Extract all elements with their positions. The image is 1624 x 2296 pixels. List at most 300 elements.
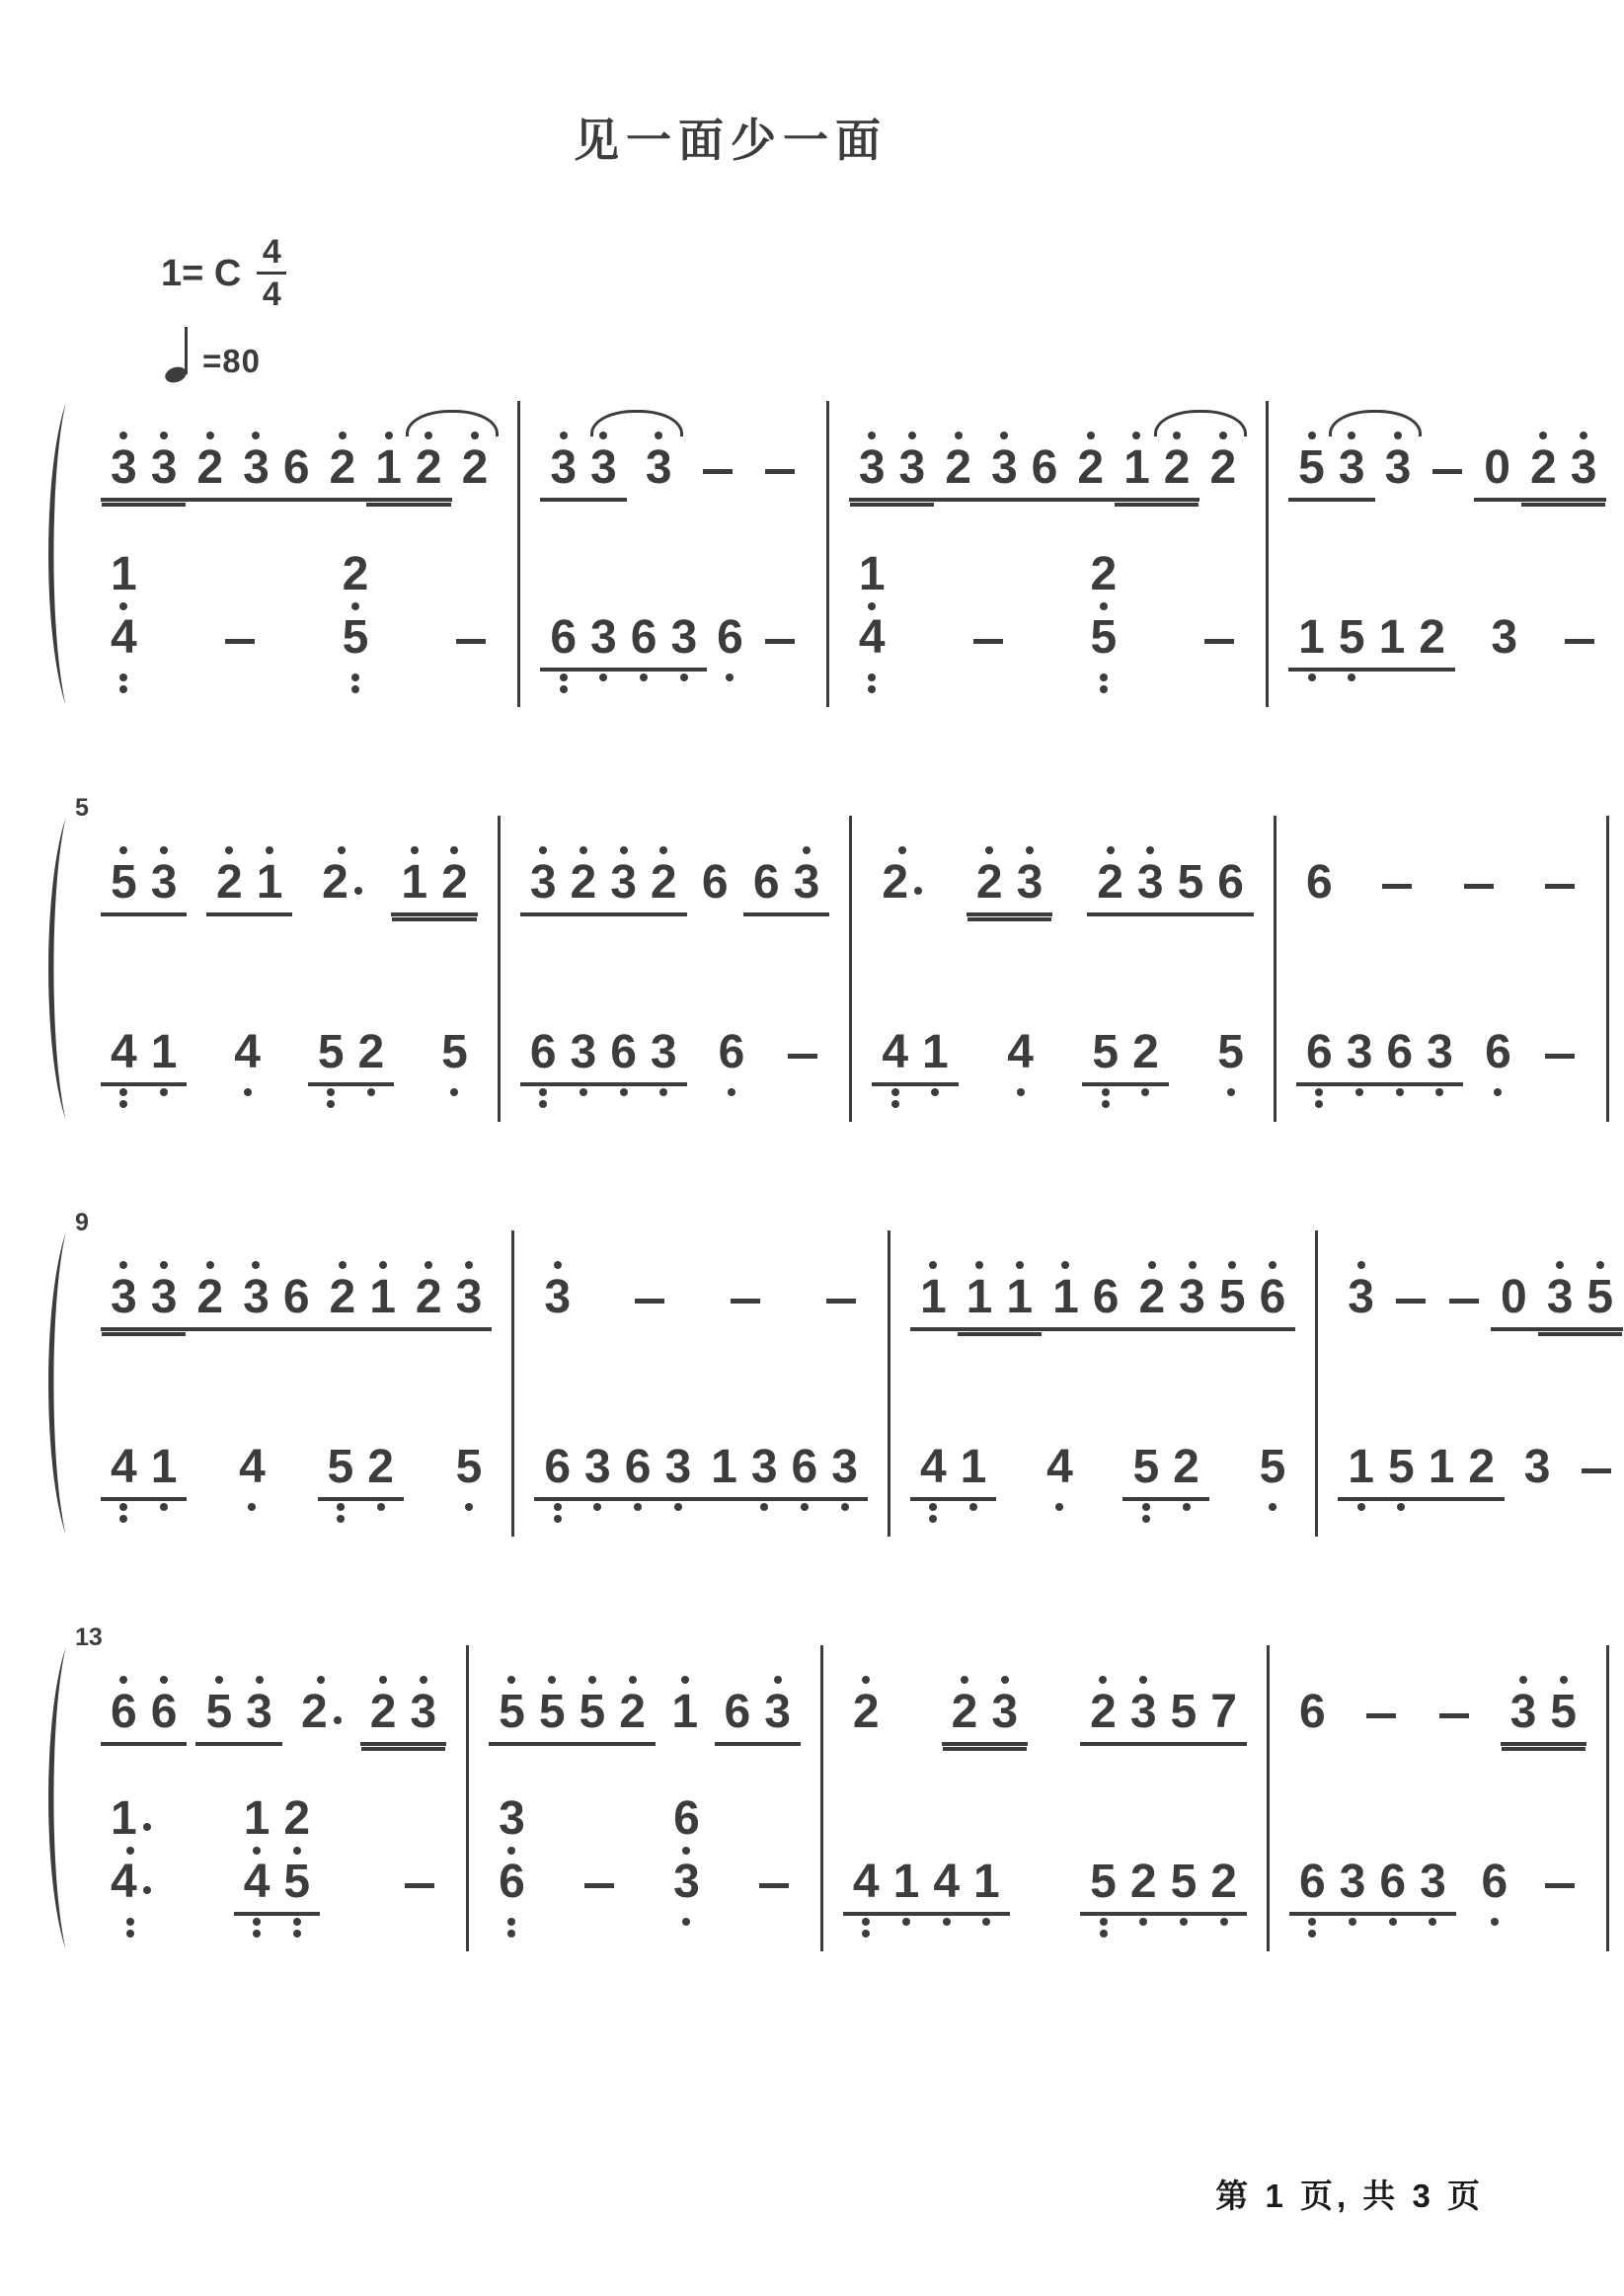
bass-line — [829, 1841, 1261, 1916]
dash-bar — [405, 1883, 434, 1888]
octave-dot — [160, 432, 168, 439]
note — [227, 1011, 268, 1076]
note-number: 5 — [1177, 856, 1204, 909]
octave-dot — [377, 1503, 385, 1511]
note-number: 3 — [455, 1271, 483, 1323]
song-title: 见一面少一面 — [574, 116, 888, 166]
note — [1090, 841, 1130, 907]
note-number: 3 — [1346, 1026, 1373, 1078]
beat-chunk — [489, 1778, 535, 1916]
bass-line — [87, 533, 511, 672]
note-number: 3 — [610, 856, 637, 909]
note-number: 3 — [590, 611, 617, 664]
note-number: 5 — [1170, 1856, 1198, 1908]
octave-dot — [420, 1676, 427, 1684]
octave-dot — [507, 1847, 515, 1855]
note-number: 3 — [150, 441, 178, 494]
tempo-marking — [165, 327, 286, 384]
octave-dot — [119, 1100, 127, 1108]
beat-chunk — [1375, 427, 1422, 502]
note — [887, 1841, 927, 1906]
note-group — [1338, 1426, 1505, 1501]
note-group — [101, 1778, 161, 1916]
beat-chunk — [623, 1261, 676, 1331]
note-number: 3 — [750, 1441, 778, 1493]
octave-dot — [338, 846, 346, 854]
note-number: 2 — [975, 856, 1003, 909]
dash-bar — [731, 1299, 760, 1304]
note-number: 3 — [590, 441, 617, 494]
note — [1117, 427, 1157, 492]
note-group — [1128, 1256, 1295, 1331]
note-group — [1037, 1426, 1083, 1501]
beat-chunk — [1437, 1261, 1491, 1331]
beat-chunk — [534, 1426, 701, 1501]
note-group — [431, 1011, 478, 1086]
note — [564, 841, 604, 907]
octave-dot — [1189, 1261, 1197, 1269]
note-group — [743, 841, 829, 916]
measure — [852, 812, 1274, 1126]
note — [434, 1011, 475, 1076]
note — [190, 1256, 230, 1321]
note-group — [942, 1671, 1028, 1746]
beat-chunk — [101, 1256, 233, 1331]
beat-chunk — [962, 601, 1015, 672]
note-group — [872, 1011, 958, 1086]
note-number: 5 — [1387, 1441, 1415, 1493]
note — [583, 596, 624, 662]
octave-dot — [1107, 846, 1115, 854]
note — [1291, 596, 1332, 662]
beat-chunk — [1037, 1426, 1083, 1501]
octave-dot — [969, 1503, 977, 1511]
beat-chunk — [431, 1011, 478, 1086]
note-number: 6 — [499, 1856, 525, 1908]
note-group — [1437, 1261, 1491, 1331]
key-tempo-block — [161, 235, 286, 384]
note — [492, 1671, 532, 1736]
octave-dot — [1099, 1676, 1107, 1684]
note — [1333, 1841, 1373, 1906]
duration-dash — [756, 432, 804, 492]
beat-chunk — [1067, 427, 1199, 502]
note — [394, 841, 434, 907]
note-number: 2 — [461, 441, 489, 494]
dash-bar — [765, 639, 795, 644]
melody-line — [858, 841, 1268, 916]
octave-dot — [252, 432, 260, 439]
beat-chunk — [1296, 841, 1343, 916]
chord-note — [852, 533, 892, 662]
octave-dot — [160, 1503, 168, 1511]
note — [1292, 1671, 1333, 1736]
duration-dash — [626, 1261, 673, 1321]
key-signature — [161, 235, 286, 311]
beat-chunk — [101, 427, 233, 502]
beat-chunk — [1481, 596, 1527, 672]
octave-dot — [119, 1503, 127, 1511]
note-group — [1199, 427, 1246, 502]
beat-chunk — [234, 1778, 320, 1916]
note-number: 2 — [415, 1271, 442, 1323]
dash-bar — [973, 639, 1003, 644]
note — [1299, 841, 1340, 907]
note — [1083, 1671, 1123, 1736]
note-number: 3 — [1339, 1856, 1366, 1908]
octave-dot — [674, 1503, 682, 1511]
beat-chunk — [1533, 1016, 1586, 1086]
dash-bar — [1449, 1299, 1479, 1304]
octave-dot — [841, 1503, 849, 1511]
note — [1517, 1426, 1558, 1491]
note-number: 2 — [196, 441, 224, 494]
note-group — [753, 601, 807, 672]
note — [523, 841, 564, 907]
octave-dot — [1315, 1100, 1323, 1108]
note — [144, 1256, 185, 1321]
note — [190, 427, 230, 492]
note — [915, 1011, 956, 1076]
duration-dash — [447, 601, 495, 662]
note-group — [707, 596, 753, 672]
beat-chunk — [318, 1426, 404, 1501]
note-group — [573, 1846, 626, 1916]
measure — [81, 812, 498, 1126]
note-group — [935, 427, 981, 502]
beat-chunk — [1452, 846, 1506, 916]
duration-dash — [965, 601, 1012, 662]
note-group — [910, 1256, 957, 1331]
beat-chunk — [101, 1671, 187, 1746]
octave-dot — [599, 673, 607, 681]
duration-dash — [1455, 846, 1503, 907]
note-number: 1 — [919, 1271, 947, 1323]
note — [236, 427, 276, 492]
note-group — [1296, 1011, 1463, 1086]
note — [1378, 427, 1419, 492]
note-number: 1 — [401, 856, 428, 909]
note-number: 4 — [852, 1856, 880, 1908]
note-group — [101, 1671, 187, 1746]
note-group — [101, 427, 187, 502]
octave-dot — [293, 1847, 301, 1855]
note-group — [234, 1778, 320, 1916]
octave-dot — [548, 1676, 556, 1684]
note-number: 6 — [111, 1686, 137, 1738]
note-number: 3 — [529, 856, 557, 909]
note-number: 5 — [579, 1686, 606, 1738]
note-number: 4 — [1007, 1026, 1034, 1078]
note-number: 1 — [375, 441, 402, 494]
beat-chunk — [1421, 432, 1474, 502]
octave-dot — [293, 1918, 301, 1926]
note — [1123, 1841, 1164, 1906]
note-group — [101, 841, 187, 916]
beat-chunk — [1128, 1256, 1295, 1331]
note — [1412, 596, 1452, 662]
octave-dot — [1000, 432, 1008, 439]
dash-bar — [826, 1299, 856, 1304]
note-number: 6 — [1485, 1026, 1511, 1078]
octave-dot — [982, 1918, 990, 1926]
octave-dot — [119, 432, 127, 439]
note-number: 2 — [570, 856, 597, 909]
beat-chunk — [101, 1778, 161, 1916]
beat-chunk — [843, 1671, 889, 1746]
note-number: 5 — [283, 1856, 311, 1908]
note-group — [1338, 1256, 1384, 1331]
note — [455, 427, 496, 492]
note-number: 6 — [529, 1026, 557, 1078]
note-number: 4 — [111, 1441, 137, 1493]
octave-dot — [801, 1503, 809, 1511]
note — [1210, 841, 1251, 907]
beat-chunk — [1501, 1671, 1586, 1746]
note-number: 6 — [624, 1441, 652, 1493]
octave-dot — [1357, 1503, 1365, 1511]
note-number: 2 — [329, 441, 356, 494]
note — [1372, 596, 1413, 662]
note — [846, 1841, 887, 1906]
octave-dot — [1596, 1261, 1604, 1269]
melody-line — [1324, 1256, 1624, 1331]
duration-dash — [1536, 1016, 1584, 1076]
note — [351, 1011, 392, 1076]
beat-chunk — [814, 1261, 868, 1331]
note-group — [1207, 1011, 1254, 1086]
note-number: 6 — [610, 1026, 637, 1078]
octave-dot — [126, 1847, 134, 1855]
note — [434, 841, 475, 907]
note — [1203, 1841, 1244, 1906]
note — [1291, 427, 1332, 492]
beat-chunk — [1199, 427, 1246, 502]
note-number: 2 — [852, 1686, 880, 1738]
beat-chunk — [320, 427, 452, 502]
note-group — [1043, 1256, 1128, 1331]
note — [644, 1011, 684, 1076]
note-group — [981, 427, 1067, 502]
note-number: 3 — [1016, 856, 1044, 909]
note-number: 2 — [945, 441, 971, 494]
octave-dot — [1061, 1261, 1069, 1269]
note-group — [1370, 846, 1424, 916]
note-group — [1082, 1011, 1168, 1086]
note-number: 4 — [1046, 1441, 1073, 1493]
beat-chunk — [101, 533, 147, 672]
note — [1000, 1011, 1041, 1076]
note — [368, 427, 409, 492]
octave-dot — [634, 1503, 642, 1511]
octave-dot — [1227, 1088, 1235, 1096]
octave-dot — [1139, 1918, 1147, 1926]
note — [1484, 596, 1524, 662]
octave-dot — [593, 1503, 601, 1511]
octave-dot — [862, 1676, 870, 1684]
note — [710, 596, 750, 662]
melody-line — [87, 427, 511, 502]
octave-dot — [119, 673, 127, 681]
beat-chunk — [101, 841, 187, 916]
octave-dot — [929, 1503, 937, 1511]
octave-dot — [868, 432, 876, 439]
note-number: 2 — [1077, 441, 1105, 494]
octave-dot — [908, 432, 916, 439]
note-number: 6 — [1298, 1856, 1326, 1908]
octave-dot — [580, 846, 587, 854]
melody-line — [1276, 1671, 1600, 1746]
melody-line — [1275, 427, 1620, 502]
augmentation-dot — [354, 887, 362, 895]
octave-dot — [119, 1515, 127, 1523]
note — [1540, 1256, 1581, 1321]
octave-dot — [862, 1918, 870, 1926]
melody-line — [526, 427, 820, 502]
beat-chunk — [1370, 846, 1424, 916]
beat-chunk — [1193, 601, 1246, 672]
note — [1504, 1671, 1544, 1736]
note-group — [1474, 427, 1520, 502]
octave-dot — [659, 1088, 667, 1096]
note-number: 2 — [329, 1271, 356, 1323]
note-group — [1421, 432, 1474, 502]
grand-staff-brace — [30, 397, 81, 711]
note-number: 4 — [111, 1856, 137, 1908]
note-group — [997, 1011, 1044, 1086]
note-number: 3 — [1570, 441, 1597, 494]
note-group — [1087, 841, 1254, 916]
note — [543, 596, 583, 662]
dash-bar — [788, 1054, 817, 1059]
measure — [520, 397, 826, 711]
note-group — [1288, 427, 1374, 502]
note-number: 5 — [1218, 1271, 1246, 1323]
note — [144, 1011, 185, 1076]
note-group — [1570, 1431, 1623, 1501]
bass-line — [526, 596, 820, 672]
beat-chunk — [747, 1846, 801, 1916]
note-number: 5 — [1132, 1441, 1160, 1493]
note-number: 3 — [111, 1271, 137, 1323]
octave-dot — [160, 846, 168, 854]
note — [1130, 841, 1171, 907]
bass-line — [87, 1426, 505, 1501]
note-group — [747, 1846, 801, 1916]
note-group — [910, 1426, 996, 1501]
note-group — [1553, 601, 1606, 672]
melody-line — [520, 1256, 882, 1331]
octave-dot — [160, 1676, 168, 1684]
beat-chunk — [715, 1671, 801, 1746]
octave-dot — [1228, 1261, 1236, 1269]
note-group — [312, 841, 372, 916]
octave-dot — [339, 1261, 347, 1269]
note-group — [187, 427, 233, 502]
chord-note — [276, 1778, 317, 1906]
octave-dot — [1389, 1918, 1397, 1926]
note-group — [1067, 427, 1114, 502]
note — [1010, 841, 1050, 907]
beat-chunk — [1043, 1256, 1128, 1331]
octave-dot — [1146, 846, 1154, 854]
time-signature-lower: 4 — [262, 276, 281, 313]
octave-dot — [1100, 602, 1108, 610]
note — [239, 1671, 279, 1736]
octave-dot — [327, 1100, 335, 1108]
beat-chunk — [1491, 1256, 1623, 1331]
note — [564, 1011, 604, 1076]
note — [657, 1426, 698, 1491]
melody-line — [87, 1256, 505, 1331]
note — [1164, 1671, 1204, 1736]
note-group — [967, 841, 1052, 916]
octave-dot — [1102, 1100, 1110, 1108]
beat-chunk — [1289, 1841, 1456, 1916]
octave-dot — [1560, 1676, 1568, 1684]
note — [846, 1671, 887, 1736]
note — [573, 1671, 613, 1736]
note — [1131, 1256, 1172, 1321]
octave-dot — [868, 602, 876, 610]
beat-chunk — [910, 1256, 1043, 1331]
note-number: 3 — [1384, 441, 1412, 494]
beat-chunk — [753, 432, 807, 502]
octave-dot — [681, 1676, 689, 1684]
octave-dot — [351, 685, 359, 693]
duration-dash — [1573, 1431, 1620, 1491]
note-number: 1 — [369, 1271, 396, 1323]
note-number: 1 — [922, 1026, 949, 1078]
note-number: 3 — [111, 441, 137, 494]
beat-chunk — [849, 533, 895, 672]
page-footer: 第 1 页, 共 3 页 — [1215, 2177, 1484, 2214]
beat-chunk — [843, 1841, 1010, 1916]
beat-chunk — [312, 841, 372, 916]
octave-dot — [1026, 846, 1034, 854]
octave-dot — [726, 673, 734, 681]
note-number: 3 — [550, 441, 578, 494]
note — [104, 1671, 144, 1736]
beat-chunk — [636, 427, 682, 502]
octave-dot — [126, 1918, 134, 1926]
note-group — [814, 1261, 868, 1331]
octave-dot — [337, 1503, 345, 1511]
duration-dash — [756, 601, 804, 662]
note-group — [1537, 1256, 1623, 1331]
octave-dot — [1494, 1088, 1502, 1096]
duration-dash — [1536, 1846, 1584, 1906]
octave-dot — [206, 1261, 214, 1269]
note-number: 2 — [283, 1792, 311, 1845]
duration-dash — [1357, 1676, 1405, 1736]
note — [1478, 1011, 1518, 1076]
note-number: 4 — [933, 1856, 961, 1908]
note-number: 3 — [645, 441, 672, 494]
octave-dot — [266, 846, 273, 854]
note — [892, 427, 933, 492]
note-number: 6 — [282, 441, 310, 494]
note — [250, 841, 290, 907]
note-number: 3 — [1427, 1026, 1453, 1078]
note-number: 2 — [1209, 441, 1237, 494]
note-group — [489, 1778, 535, 1916]
duration-dash — [817, 1261, 865, 1321]
beat-chunk — [1080, 1841, 1247, 1916]
note-number: 1 — [1123, 441, 1150, 494]
octave-dot — [1055, 1503, 1063, 1511]
octave-dot — [450, 846, 458, 854]
